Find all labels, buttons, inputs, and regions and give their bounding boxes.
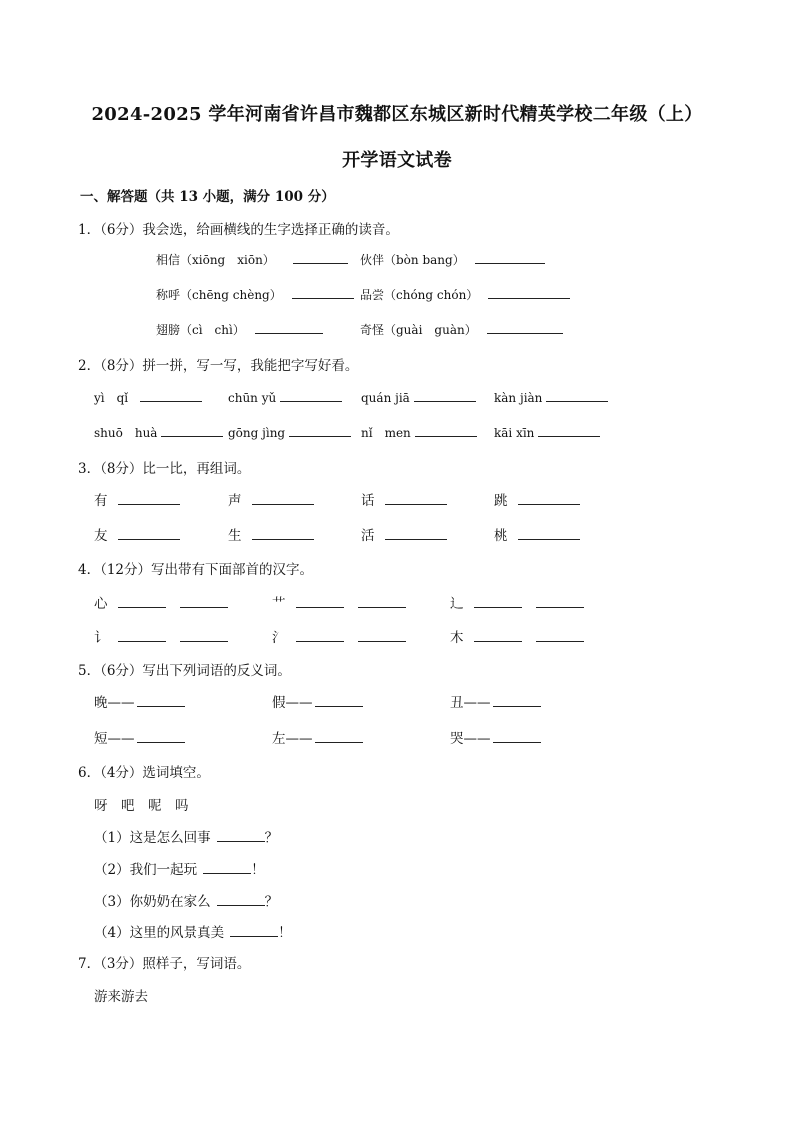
q1-item: 翅膀（cì chì） [156, 321, 323, 338]
q2-item: kàn jiàn [494, 389, 608, 405]
q4-item: 辶 [450, 592, 584, 612]
q4-item: 氵 [272, 626, 406, 646]
q2-item: yì qǐ [94, 389, 202, 406]
q5-item: 晚—— [94, 691, 185, 711]
q2-item: chūn yǔ [228, 389, 342, 405]
exam-title-line2: 开学语文试卷 [342, 150, 452, 171]
q7-example: 游来游去 [94, 989, 148, 1005]
section-heading: 一、解答题（共 13 小题，满分 100 分） [80, 189, 335, 205]
question-6-stem: 6．（4分）选词填空。 [78, 765, 210, 781]
question-1-stem: 1．（6分）我会选，给画横线的生字选择正确的读音。 [78, 222, 399, 238]
q3-item: 友 [94, 524, 180, 544]
q3-item: 话 [361, 489, 447, 509]
q6-word-options: 呀 吧 呢 吗 [94, 798, 189, 814]
question-7-stem: 7．（3分）照样子，写词语。 [78, 956, 251, 972]
q2-item: gōng jìng [228, 424, 351, 440]
q4-item: 心 [94, 592, 228, 612]
question-4-stem: 4．（12分）写出带有下面部首的汉字。 [78, 562, 314, 578]
q2-item: nǐ men [361, 424, 477, 441]
q6-item: （4）这里的风景真美 ！ [94, 925, 292, 941]
q2-item: quán jiā [361, 389, 476, 405]
question-5-stem: 5．（6分）写出下列词语的反义词。 [78, 663, 291, 679]
q6-item: （2）我们一起玩 ！ [94, 862, 265, 878]
q5-item: 短—— [94, 727, 185, 747]
q5-item: 假—— [272, 691, 363, 711]
q6-item: （3）你奶奶在家么 ？ [94, 894, 279, 910]
q3-item: 活 [361, 524, 447, 544]
q1-item: 品尝（chóng chón） [360, 286, 570, 303]
question-3-stem: 3．（8分）比一比，再组词。 [78, 461, 251, 477]
question-2-stem: 2．（8分）拼一拼，写一写，我能把字写好看。 [78, 358, 359, 374]
q3-item: 声 [228, 489, 314, 509]
q1-item: 伙伴（bòn bang） [360, 251, 545, 268]
q6-item: （1）这是怎么回事 ？ [94, 830, 279, 846]
q2-item: kāi xīn [494, 424, 600, 440]
q4-item: 艹 [272, 592, 406, 612]
exam-title-line1: 2024-2025 学年河南省许昌市魏都区东城区新时代精英学校二年级（上） [91, 104, 703, 125]
q5-item: 丑—— [450, 691, 541, 711]
q1-item: 奇怪（guài guàn） [360, 321, 563, 338]
q3-item: 有 [94, 489, 180, 509]
q4-item: 讠 [94, 626, 228, 646]
q5-item: 左—— [272, 727, 363, 747]
q3-item: 生 [228, 524, 314, 544]
q5-item: 哭—— [450, 727, 541, 747]
q2-item: shuō huà [94, 424, 223, 441]
q4-item: 木 [450, 626, 584, 646]
q1-item: 称呼（chēng chèng） [156, 286, 354, 303]
q3-item: 跳 [494, 489, 580, 509]
q3-item: 桃 [494, 524, 580, 544]
q1-item: 相信（xiōng xiōn） [156, 251, 348, 268]
